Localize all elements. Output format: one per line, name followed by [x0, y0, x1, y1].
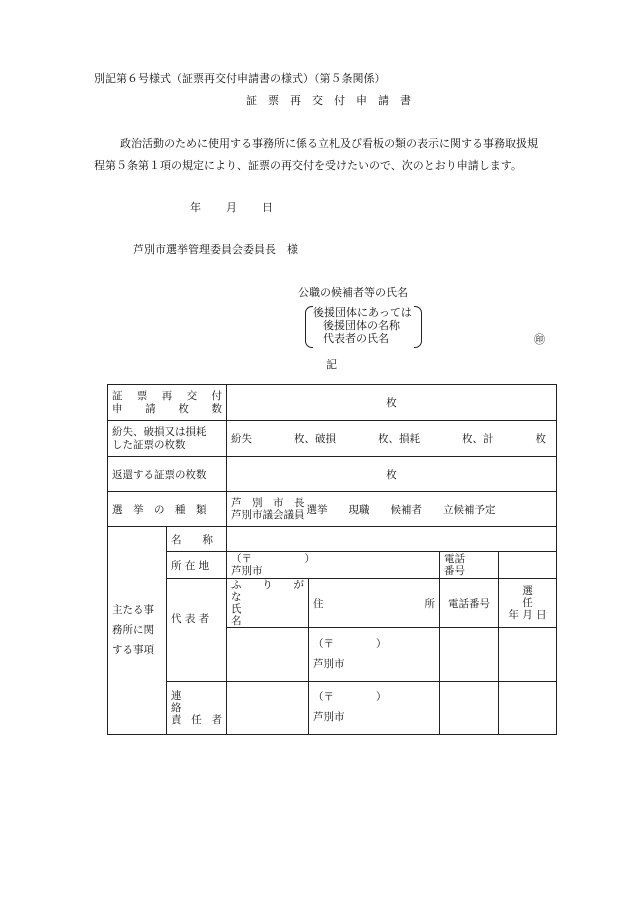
lost-count-field[interactable]: 紛失 枚、破損 枚、損耗 枚、計 枚 — [227, 421, 557, 457]
right-bracket — [414, 306, 422, 348]
contact-phone-field[interactable] — [440, 682, 499, 735]
office-section-label: 主たる事 務所に関 する事項 — [108, 527, 167, 735]
paren-line-3: 代表者の氏名 — [323, 332, 389, 345]
document-title: 証 票 再 交 付 申 請 書 — [246, 94, 411, 107]
furigana-name-header: ふ り が な 氏 名 — [227, 579, 309, 628]
paren-line-1: 後援団体にあっては — [313, 306, 412, 319]
application-table — [107, 384, 565, 735]
office-phone-field[interactable] — [499, 552, 557, 579]
address-header: 住 所 — [309, 579, 440, 628]
rep-address-field[interactable]: （〒 ） 芦別市 — [309, 628, 440, 682]
left-bracket — [305, 306, 313, 348]
office-name-field[interactable] — [227, 527, 557, 552]
office-location-field[interactable]: （〒 ） 芦別市 — [227, 552, 440, 579]
contact-name-field[interactable] — [227, 682, 309, 735]
date-month: 月 — [226, 201, 237, 214]
election-type-label: 選 挙 の 種 類 — [108, 492, 227, 527]
contact-date-field[interactable] — [499, 682, 557, 735]
return-count-field[interactable]: 枚 — [227, 457, 557, 492]
office-location-label: 所 在 地 — [167, 552, 227, 579]
date-day: 日 — [262, 201, 273, 214]
phone-number-header: 電話番号 — [440, 579, 499, 628]
election-type-field[interactable]: 芦 別 市 長 芦別市議会議員 選挙 現職 候補者 立候補予定 — [227, 492, 557, 527]
contact-address-field[interactable]: （〒 ） 芦別市 — [309, 682, 440, 735]
office-phone-label: 電話 番号 — [440, 552, 499, 579]
reissue-count-label: 証 票 再 交 付 申 請 枚 数 — [108, 385, 227, 421]
rep-date-field[interactable] — [499, 628, 557, 682]
rep-phone-field[interactable] — [440, 628, 499, 682]
rep-name-field[interactable] — [227, 628, 309, 682]
appointment-date-header: 選 任 年 月 日 — [499, 579, 557, 628]
office-name-label: 名 称 — [167, 527, 227, 552]
representative-label: 代 表 者 — [167, 579, 227, 682]
date-year: 年 — [190, 201, 201, 214]
ki-label: 記 — [326, 358, 337, 371]
seal-mark: ㊞ — [534, 333, 545, 346]
applicant-name-label: 公職の候補者等の氏名 — [298, 286, 408, 299]
paren-line-2: 後援団体の名称 — [323, 319, 400, 332]
return-count-label: 返還する証票の枚数 — [108, 457, 227, 492]
contact-person-label: 連 絡 責 任 者 — [167, 682, 227, 735]
lost-count-label: 紛失、破損又は損耗 した証票の枚数 — [108, 421, 227, 457]
addressee: 芦別市選挙管理委員会委員長 様 — [133, 243, 298, 256]
reissue-count-field[interactable]: 枚 — [227, 385, 557, 421]
paragraph-line-2: 程第５条第１項の規定により、証票の再交付を受けたいので、次のとおり申請します。 — [94, 159, 522, 172]
form-reference: 別記第６号様式（証票再交付申請書の様式）（第５条関係） — [94, 72, 386, 85]
paragraph-line-1: 政治活動のために使用する事務所に係る立札及び看板の類の表示に関する事務取扱規 — [120, 137, 538, 150]
